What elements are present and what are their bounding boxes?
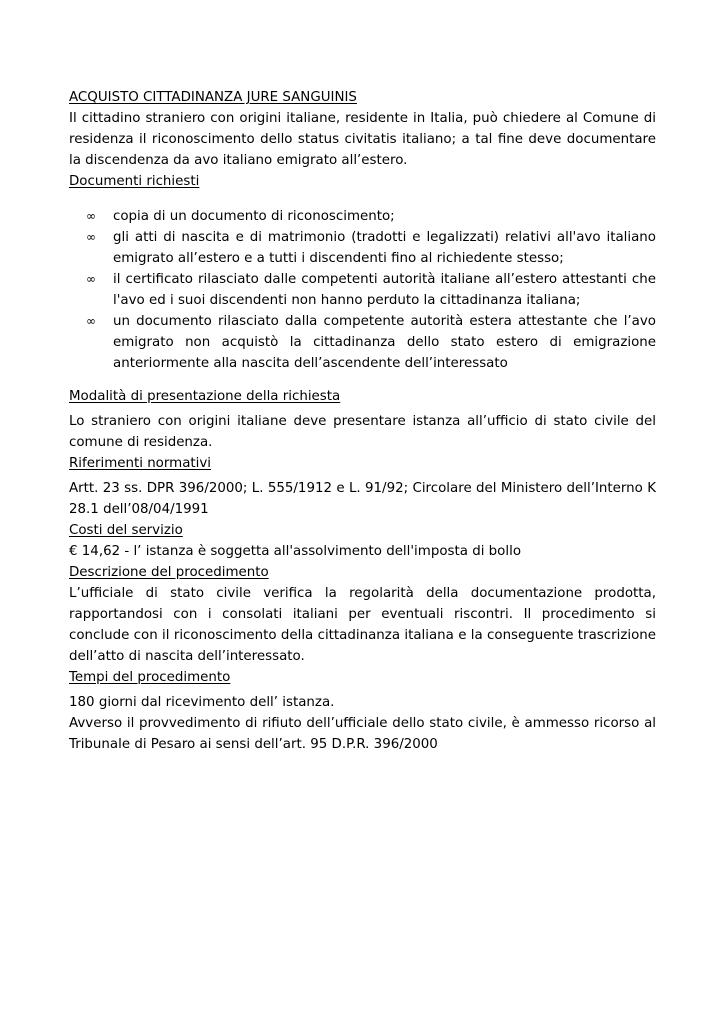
documenti-heading: Documenti richiesti bbox=[69, 174, 200, 189]
riferimenti-heading: Riferimenti normativi bbox=[69, 456, 212, 471]
list-item-text: gli atti di nascita e di matrimonio (tradotti e legalizzati) relativi all'avo italiano emigrato all’estero e a tutti i discendenti fino al richiedente stesso; bbox=[113, 230, 656, 266]
infinity-bullet-icon: ∞ bbox=[86, 314, 96, 328]
document-page bbox=[69, 87, 656, 755]
descrizione-heading: Descrizione del procedimento bbox=[69, 565, 269, 580]
modalita-heading: Modalità di presentazione della richiesta bbox=[69, 389, 341, 404]
list-item bbox=[69, 227, 656, 269]
costi-text: € 14,62 - l’ istanza è soggetta all'assolvimento dell'imposta di bollo bbox=[69, 544, 522, 559]
documenti-list bbox=[69, 206, 656, 374]
tempi-heading: Tempi del procedimento bbox=[69, 670, 231, 685]
list-item-text: copia di un documento di riconoscimento; bbox=[113, 209, 395, 224]
list-item-text: un documento rilasciato dalla competente autorità estera attestante che l’avo emigrato non acquistò la cittadinanza dello stato estero di emigrazione anteriormente alla nascita dell’ascendente dell’interessato bbox=[113, 314, 656, 371]
list-item-text: il certificato rilasciato dalle competenti autorità italiane all’estero attestanti che l'avo ed i suoi discendenti non hanno perduto la cittadinanza italiana; bbox=[113, 272, 656, 308]
riferimenti-text: Artt. 23 ss. DPR 396/2000; L. 555/1912 e L. 91/92; Circolare del Ministero dell’Interno K 28.1 dell’08/04/1991 bbox=[69, 481, 656, 517]
tempi-text: 180 giorni dal ricevimento dell’ istanza. bbox=[69, 695, 335, 710]
modalita-text: Lo straniero con origini italiane deve presentare istanza all’ufficio di stato civile del comune di residenza. bbox=[69, 414, 656, 450]
document-title: ACQUISTO CITTADINANZA JURE SANGUINIS bbox=[69, 90, 357, 105]
descrizione-text: L’ufficiale di stato civile verifica la regolarità della documentazione prodotta, rapportandosi con i consolati italiani per eventuali riscontri. Il procedimento si conclude con il riconoscimento della cittadinanza italiana e la conseguente trascrizione dell’atto di nascita dell’interessato. bbox=[69, 586, 656, 664]
ricorso-text: Avverso il provvedimento di rifiuto dell’ufficiale dello stato civile, è ammesso ricorso al Tribunale di Pesaro ai sensi dell’art. 95 D.P.R. 396/2000 bbox=[69, 716, 656, 752]
intro-paragraph: Il cittadino straniero con origini italiane, residente in Italia, può chiedere al Comune di residenza il riconoscimento dello status civitatis italiano; a tal fine deve documentare la discendenza da avo italiano emigrato all’estero. bbox=[69, 111, 656, 168]
list-item bbox=[69, 311, 656, 374]
list-item bbox=[69, 269, 656, 311]
infinity-bullet-icon: ∞ bbox=[86, 272, 96, 286]
costi-heading: Costi del servizio bbox=[69, 523, 183, 538]
list-item bbox=[69, 206, 656, 227]
infinity-bullet-icon: ∞ bbox=[86, 209, 96, 223]
infinity-bullet-icon: ∞ bbox=[86, 230, 96, 244]
